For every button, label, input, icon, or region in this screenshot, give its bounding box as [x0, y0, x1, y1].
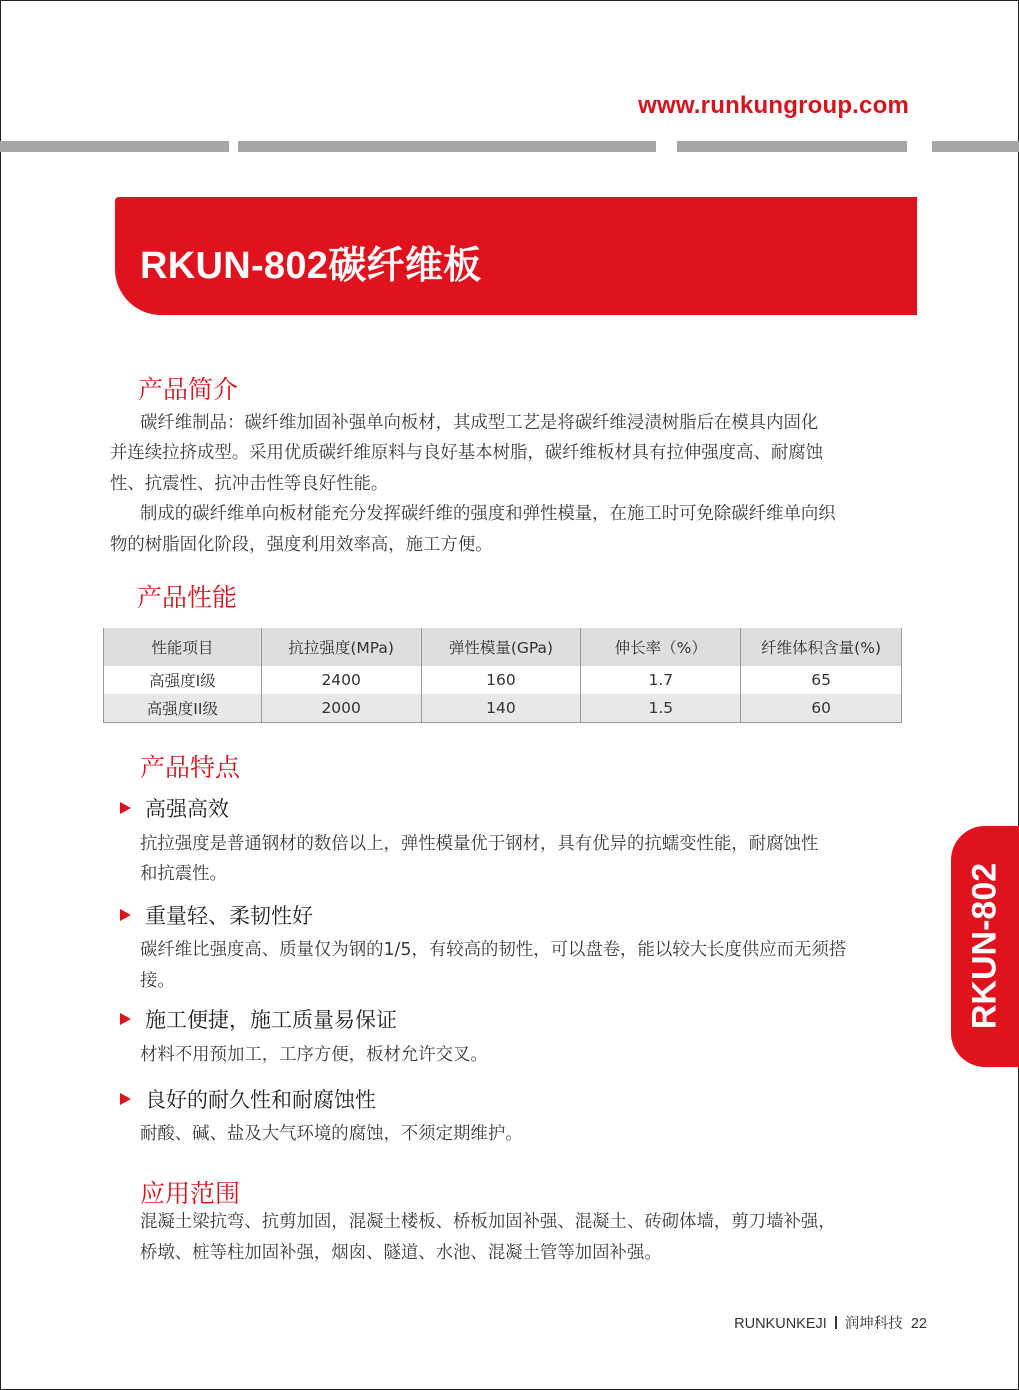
feature-desc: 耐酸、碱、盐及大气环境的腐蚀，不须定期维护。 [140, 1124, 523, 1144]
table-header-cell: 伸长率（%） [581, 628, 741, 666]
triangle-bullet-icon [120, 909, 131, 921]
header-divider [677, 141, 907, 152]
table-cell: 2400 [261, 666, 421, 694]
table-header-cell: 抗拉强度(MPa) [261, 628, 421, 666]
page-title: RKUN-802碳纤维板 [140, 245, 482, 287]
triangle-bullet-icon [120, 1093, 131, 1105]
table-cell: 2000 [261, 694, 421, 723]
table-header-cell: 性能项目 [104, 628, 262, 666]
intro-line: 制成的碳纤维单向板材能充分发挥碳纤维的强度和弹性模量，在施工时可免除碳纤维单向织 [140, 504, 836, 524]
feature-title [120, 793, 229, 823]
table-header-cell: 纤维体积含量(%) [741, 628, 902, 666]
footer-separator [835, 1316, 837, 1329]
table-cell: 160 [421, 666, 581, 694]
table-row [104, 666, 902, 694]
feature-title [120, 1084, 376, 1114]
table-header-row [104, 628, 902, 666]
application-heading: 应用范围 [140, 1179, 241, 1208]
table-cell: 60 [741, 694, 902, 723]
feature-title-text: 施工便捷，施工质量易保证 [145, 1008, 397, 1032]
intro-line: 物的树脂固化阶段，强度利用效率高，施工方便。 [110, 535, 493, 555]
feature-title-text: 重量轻、柔韧性好 [145, 904, 313, 928]
table-cell: 65 [741, 666, 902, 694]
site-url[interactable]: www.runkungroup.com [638, 92, 909, 119]
side-tab-label: RKUN-802 [965, 862, 1004, 1030]
table-cell: 高强度II级 [104, 694, 262, 723]
triangle-bullet-icon [120, 802, 131, 814]
intro-heading: 产品简介 [138, 375, 239, 404]
intro-line: 碳纤维制品：碳纤维加固补强单向板材，其成型工艺是将碳纤维浸渍树脂后在模具内固化 [140, 413, 819, 433]
table-header-cell: 弹性模量(GPa) [421, 628, 581, 666]
intro-line: 并连续拉挤成型。采用优质碳纤维原料与良好基本树脂，碳纤维板材具有拉伸强度高、耐腐蚀 [110, 443, 824, 463]
application-line: 混凝土梁抗弯、抗剪加固，混凝土楼板、桥板加固补强、混凝土、砖砌体墙，剪刀墙补强， [140, 1212, 836, 1232]
feature-desc: 抗拉强度是普通钢材的数倍以上，弹性模量优于钢材，具有优异的抗蠕变性能，耐腐蚀性 [140, 834, 819, 854]
header-divider [0, 141, 229, 152]
table-cell: 1.5 [581, 694, 741, 723]
page-number: 22 [910, 1316, 927, 1332]
feature-desc: 和抗震性。 [140, 864, 227, 884]
triangle-bullet-icon [120, 1013, 131, 1025]
features-heading: 产品特点 [140, 753, 241, 782]
footer [734, 1312, 927, 1333]
feature-desc: 碳纤维比强度高、质量仅为钢的1/5，有较高的韧性，可以盘卷，能以较大长度供应而无须搭 [140, 940, 847, 960]
feature-title-text: 良好的耐久性和耐腐蚀性 [145, 1088, 376, 1112]
feature-title [120, 1004, 397, 1034]
table-cell: 高强度I级 [104, 666, 262, 694]
header-divider [238, 141, 656, 152]
footer-brand: RUNKUNKEJI [734, 1316, 827, 1332]
table-row [104, 694, 902, 723]
feature-title [120, 900, 313, 930]
feature-title-text: 高强高效 [145, 797, 229, 821]
feature-desc: 材料不用预加工，工序方便，板材允许交叉。 [140, 1045, 488, 1065]
feature-desc: 接。 [140, 971, 175, 991]
intro-line: 性、抗震性、抗冲击性等良好性能。 [110, 474, 389, 494]
footer-cn-brand: 润坤科技 [844, 1316, 903, 1332]
performance-table [103, 628, 902, 723]
performance-heading: 产品性能 [137, 583, 238, 612]
application-line: 桥墩、桩等柱加固补强，烟囱、隧道、水池、混凝土管等加固补强。 [140, 1243, 662, 1263]
header-divider [932, 141, 1019, 152]
table-cell: 140 [421, 694, 581, 723]
table-cell: 1.7 [581, 666, 741, 694]
